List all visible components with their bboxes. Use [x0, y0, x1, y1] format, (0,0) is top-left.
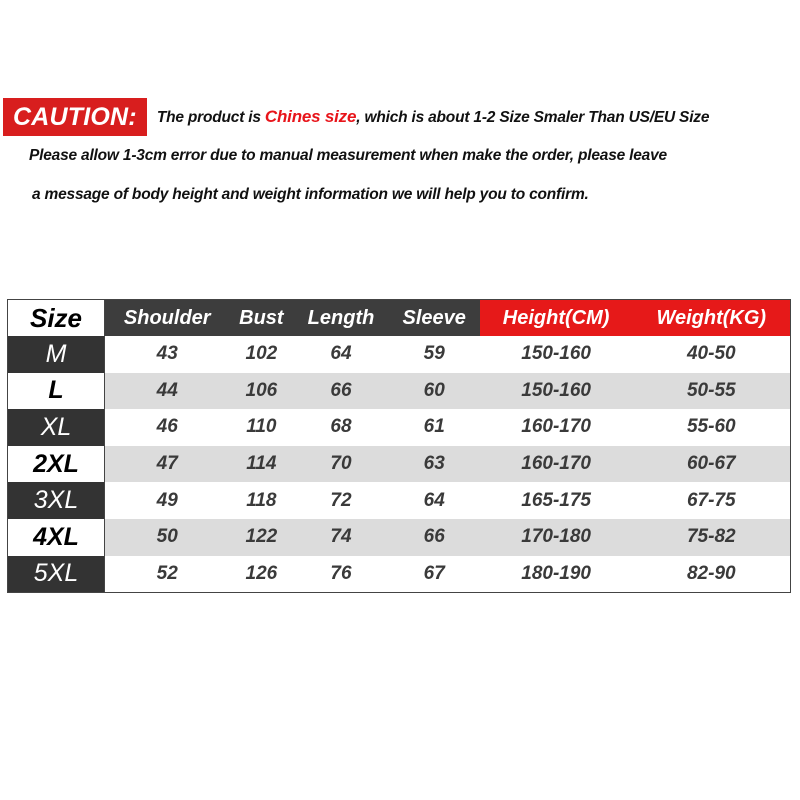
table-body — [8, 336, 791, 593]
header-size: Size — [8, 300, 105, 337]
cell-weight: 67-75 — [633, 482, 791, 519]
table-header-row — [8, 300, 791, 337]
cell-bust: 102 — [229, 336, 293, 373]
cell-weight: 75-82 — [633, 519, 791, 556]
cell-shoulder: 46 — [105, 409, 230, 446]
cell-shoulder: 44 — [105, 373, 230, 410]
header-bust: Bust — [229, 300, 293, 337]
cell-height: 170-180 — [480, 519, 633, 556]
cell-sleeve: 66 — [389, 519, 480, 556]
cell-height: 180-190 — [480, 556, 633, 593]
cell-sleeve: 59 — [389, 336, 480, 373]
table-row — [8, 519, 791, 556]
cell-bust: 126 — [229, 556, 293, 593]
cell-length: 76 — [293, 556, 389, 593]
header-length: Length — [293, 300, 389, 337]
cell-sleeve: 63 — [389, 446, 480, 483]
cell-size: 2XL — [8, 446, 105, 483]
cell-height: 150-160 — [480, 336, 633, 373]
header-weight: Weight(KG) — [633, 300, 791, 337]
table-row — [8, 446, 791, 483]
cell-height: 160-170 — [480, 409, 633, 446]
cell-length: 64 — [293, 336, 389, 373]
header-shoulder: Shoulder — [105, 300, 230, 337]
table-row — [8, 556, 791, 593]
cell-length: 72 — [293, 482, 389, 519]
cell-height: 160-170 — [480, 446, 633, 483]
cell-bust: 114 — [229, 446, 293, 483]
caution-banner — [3, 98, 709, 136]
cell-sleeve: 61 — [389, 409, 480, 446]
cell-height: 150-160 — [480, 373, 633, 410]
cell-weight: 82-90 — [633, 556, 791, 593]
table-row — [8, 373, 791, 410]
caution-highlight: Chines size — [264, 107, 357, 126]
cell-size: 4XL — [8, 519, 105, 556]
note-line-2: a message of body height and weight information we will help you to confirm. — [32, 186, 589, 203]
cell-size: XL — [8, 409, 105, 446]
caution-badge: CAUTION: — [3, 98, 147, 136]
note-line-1: Please allow 1-3cm error due to manual measurement when make the order, please leave — [29, 147, 667, 164]
cell-bust: 110 — [229, 409, 293, 446]
cell-shoulder: 50 — [105, 519, 230, 556]
header-sleeve: Sleeve — [389, 300, 480, 337]
cell-weight: 40-50 — [633, 336, 791, 373]
cell-sleeve: 60 — [389, 373, 480, 410]
caution-text-before: The product is — [156, 109, 265, 126]
cell-size: 3XL — [8, 482, 105, 519]
cell-size: M — [8, 336, 105, 373]
cell-bust: 118 — [229, 482, 293, 519]
cell-shoulder: 47 — [105, 446, 230, 483]
cell-sleeve: 64 — [389, 482, 480, 519]
cell-bust: 106 — [229, 373, 293, 410]
size-chart-table — [7, 299, 791, 593]
caution-text — [157, 107, 709, 127]
cell-length: 68 — [293, 409, 389, 446]
caution-text-after: , which is about 1-2 Size Smaler Than US/EU Size — [356, 109, 710, 126]
cell-length: 74 — [293, 519, 389, 556]
cell-weight: 60-67 — [633, 446, 791, 483]
cell-shoulder: 52 — [105, 556, 230, 593]
cell-length: 70 — [293, 446, 389, 483]
cell-size: L — [8, 373, 105, 410]
cell-sleeve: 67 — [389, 556, 480, 593]
table-row — [8, 409, 791, 446]
cell-size: 5XL — [8, 556, 105, 593]
cell-shoulder: 43 — [105, 336, 230, 373]
cell-weight: 55-60 — [633, 409, 791, 446]
cell-shoulder: 49 — [105, 482, 230, 519]
table-row — [8, 482, 791, 519]
cell-height: 165-175 — [480, 482, 633, 519]
cell-weight: 50-55 — [633, 373, 791, 410]
table-row — [8, 336, 791, 373]
cell-bust: 122 — [229, 519, 293, 556]
cell-length: 66 — [293, 373, 389, 410]
header-height: Height(CM) — [480, 300, 633, 337]
